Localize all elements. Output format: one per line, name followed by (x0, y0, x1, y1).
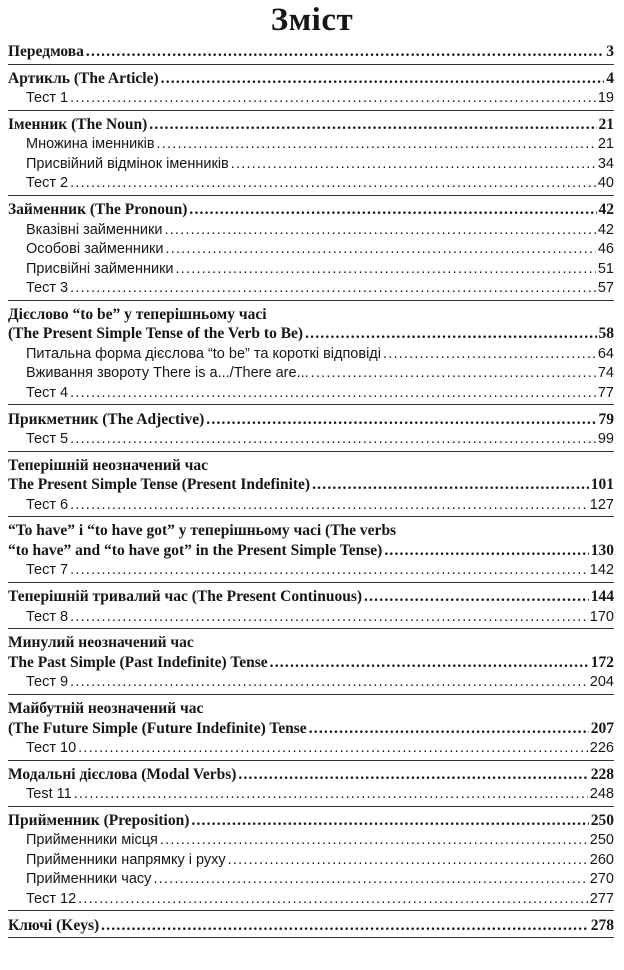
toc-page-number: 226 (589, 740, 614, 756)
section-divider (8, 582, 614, 583)
toc-dot-leader (70, 496, 588, 514)
toc-entry-title: Теперішній тривалий час (The Present Continuous) (8, 588, 363, 606)
toc-page-number: 64 (597, 345, 614, 362)
section-divider (8, 195, 614, 196)
toc-page-number: 204 (589, 674, 614, 691)
toc-dot-leader (311, 364, 596, 382)
toc-page-number: 277 (589, 890, 614, 907)
toc-page-number: 58 (598, 325, 614, 343)
toc-subentry[interactable] (8, 831, 614, 849)
toc-page-number: 248 (589, 786, 614, 803)
toc-subentry[interactable] (8, 221, 614, 239)
toc-entry-title: Прийменники напрямку і руху (26, 851, 226, 868)
section-divider (8, 300, 614, 301)
toc-dot-leader (231, 155, 596, 173)
toc-subentry[interactable] (8, 384, 614, 402)
toc-dot-leader (70, 89, 596, 107)
toc-section-entry[interactable] (8, 306, 614, 324)
toc-dot-leader (305, 325, 596, 343)
toc-section-entry[interactable] (8, 700, 614, 718)
toc-dot-leader (70, 430, 596, 448)
toc-page-number: 127 (589, 496, 614, 513)
toc-page-number: 142 (589, 562, 614, 579)
toc-subentry[interactable] (8, 739, 614, 757)
toc-entry-title: Тест 6 (26, 496, 69, 513)
toc-subentry[interactable] (8, 496, 614, 514)
toc-page-number: 130 (590, 541, 614, 559)
toc-entry-title: Особові займенники (26, 241, 164, 258)
toc-page-number: 278 (590, 916, 614, 934)
toc-section-entry[interactable] (8, 654, 614, 672)
toc-section-entry[interactable] (8, 201, 614, 219)
section-divider (8, 110, 614, 111)
toc-dot-leader (206, 411, 596, 429)
toc-subentry[interactable] (8, 240, 614, 258)
toc-page-number: 19 (597, 90, 614, 107)
toc-page-number: 34 (597, 155, 614, 172)
toc-entry-title: The Present Simple Tense (Present Indefinite) (8, 476, 311, 494)
toc-dot-leader (101, 917, 589, 935)
toc-dot-leader (149, 116, 596, 134)
toc-entry-title: Займенник (The Pronoun) (8, 201, 188, 219)
toc-entry-title: (The Present Simple Tense of the Verb to Be) (8, 325, 304, 343)
toc-entry-title: Майбутній неозначений час (8, 700, 204, 717)
toc-entry-title: Тест 1 (26, 90, 69, 107)
toc-page-number: 42 (598, 201, 614, 219)
toc-entry-title: Ключі (Keys) (8, 916, 100, 934)
toc-page-number: 270 (589, 871, 614, 888)
toc-entry-title: (The Future Simple (Future Indefinite) Tense (8, 719, 307, 737)
toc-section-entry[interactable] (8, 411, 614, 429)
toc-subentry[interactable] (8, 608, 614, 626)
toc-entry-title: Множина іменників (26, 136, 155, 153)
section-divider (8, 910, 614, 911)
toc-dot-leader (74, 785, 588, 803)
toc-dot-leader (164, 221, 595, 239)
toc-entry-title: Прийменник (Preposition) (8, 811, 190, 829)
toc-page-number: 99 (597, 431, 614, 447)
toc-page-number: 170 (589, 608, 614, 625)
section-divider (8, 404, 614, 405)
toc-dot-leader (176, 260, 596, 278)
toc-section-entry[interactable] (8, 812, 614, 830)
section-divider (8, 628, 614, 629)
toc-dot-leader (189, 201, 596, 219)
toc-entry-title: Тест 2 (26, 175, 69, 192)
toc-entry-title: “To have” і “to have got” у теперішньому часі (The verbs (8, 522, 397, 540)
toc-page-number: 21 (597, 136, 614, 153)
toc-dot-leader (191, 812, 588, 830)
toc-dot-leader (160, 831, 588, 849)
toc-dot-leader (70, 608, 588, 626)
toc-dot-leader (364, 588, 589, 606)
toc-entry-title: Тест 12 (26, 890, 77, 907)
toc-entry-title: Test 11 (26, 786, 72, 803)
toc-page-number: 46 (597, 241, 614, 258)
toc-entry-title: Тест 9 (26, 674, 69, 691)
toc-subentry[interactable] (8, 174, 614, 192)
toc-page-number: 4 (606, 69, 614, 87)
toc-subentry[interactable] (8, 135, 614, 153)
toc-entry-title: Вказівні займенники (26, 221, 163, 238)
toc-subentry[interactable] (8, 279, 614, 297)
toc-dot-leader (312, 476, 589, 494)
toc-subentry[interactable] (8, 364, 614, 382)
toc-entry-title: Тест 8 (26, 608, 69, 625)
toc-subentry[interactable] (8, 345, 614, 363)
toc-subentry[interactable] (8, 561, 614, 579)
toc-dot-leader (70, 174, 596, 192)
toc-page-number: 228 (590, 765, 614, 783)
section-divider (8, 760, 614, 761)
toc-entry-title: Тест 3 (26, 280, 69, 297)
toc-subentry[interactable] (8, 673, 614, 691)
toc-entry-title: “to have” and “to have got” in the Present Simple Tense) (8, 541, 383, 559)
toc-dot-leader (383, 345, 596, 363)
toc-page-number: 77 (597, 384, 614, 401)
toc-subentry[interactable] (8, 851, 614, 869)
toc-entry-title: Прийменники місця (26, 832, 158, 849)
toc-entry-title: Присвійний відмінок іменників (26, 155, 229, 172)
toc-subentry[interactable] (8, 430, 614, 448)
toc-dot-leader (70, 279, 596, 297)
toc-page-number: 51 (597, 260, 614, 277)
toc-dot-leader (384, 542, 588, 560)
toc-dot-leader (157, 135, 596, 153)
section-divider (8, 937, 614, 938)
section-divider (8, 451, 614, 452)
toc-page-number: 250 (589, 832, 614, 849)
toc-page-number: 250 (590, 811, 614, 829)
toc-page-number: 21 (598, 115, 614, 133)
toc-entry-title: Прийменники часу (26, 871, 152, 888)
toc-subentry[interactable] (8, 260, 614, 278)
section-divider (8, 806, 614, 807)
toc-section-entry[interactable] (8, 766, 614, 784)
toc-dot-leader (70, 673, 588, 691)
toc-page-number: 260 (589, 851, 614, 868)
section-divider (8, 64, 614, 65)
toc-page-number: 172 (590, 653, 614, 671)
toc-entry-title: Присвійні займенники (26, 260, 174, 277)
toc-section-entry[interactable] (8, 588, 614, 606)
toc-section-entry[interactable] (8, 542, 614, 560)
toc-entry-title: Минулий неозначений час (8, 634, 194, 652)
toc-section-entry[interactable] (8, 43, 614, 61)
toc-page-number: 40 (597, 175, 614, 192)
toc-entry-title: Теперішній неозначений час (8, 456, 209, 474)
section-divider (8, 694, 614, 695)
toc-entry-title: Прикметник (The Adjective) (8, 410, 205, 428)
toc-entry-title: Вживання звороту There is a.../There are... (26, 365, 309, 382)
toc-entry-title: Дієслово “to be” у теперішньому часі (8, 305, 267, 323)
toc-section-entry[interactable] (8, 634, 614, 652)
toc-section-entry[interactable] (8, 457, 614, 475)
page-title: Зміст (270, 2, 354, 38)
toc-dot-leader (238, 766, 588, 784)
toc-page-number: 3 (606, 43, 614, 60)
toc-page-number: 74 (597, 365, 614, 382)
toc-entry-title: Питальна форма дієслова “to be” та короткі відповіді (26, 345, 381, 362)
toc-page-number: 79 (598, 410, 614, 428)
toc-dot-leader (270, 654, 589, 672)
toc-dot-leader (228, 851, 588, 869)
toc-section-entry[interactable] (8, 476, 614, 494)
toc-dot-leader (161, 70, 605, 88)
toc-entry-title: Іменник (The Noun) (8, 115, 148, 133)
toc-page-number: 144 (590, 588, 614, 606)
toc-section-entry[interactable] (8, 116, 614, 134)
toc-section-entry[interactable] (8, 917, 614, 935)
toc-dot-leader (78, 890, 588, 908)
toc-entry-title: Тест 10 (26, 740, 77, 756)
toc-page-number: 57 (597, 280, 614, 297)
toc-entry-title: The Past Simple (Past Indefinite) Tense (8, 653, 268, 671)
toc-dot-leader (70, 561, 588, 579)
toc-page-number: 42 (597, 221, 614, 238)
toc-subentry[interactable] (8, 870, 614, 888)
toc-dot-leader (78, 739, 588, 757)
toc-page-number: 207 (590, 719, 614, 737)
toc-entry-title: Модальні дієслова (Modal Verbs) (8, 765, 237, 783)
toc-page-number: 101 (590, 476, 614, 494)
toc-entry-title: Тест 5 (26, 431, 69, 447)
toc-dot-leader (86, 43, 604, 61)
toc-dot-leader (309, 720, 589, 738)
toc-entry-title: Артикль (The Article) (8, 69, 159, 87)
toc-subentry[interactable] (8, 785, 614, 803)
section-divider (8, 516, 614, 517)
toc-dot-leader (153, 870, 587, 888)
toc-subentry[interactable] (8, 890, 614, 908)
toc-subentry[interactable] (8, 89, 614, 107)
toc-dot-leader (165, 240, 595, 258)
toc-section-entry[interactable] (8, 325, 614, 343)
toc-dot-leader (70, 384, 596, 402)
toc-subentry[interactable] (8, 155, 614, 173)
toc-section-entry[interactable] (8, 70, 614, 88)
toc-entry-title: Тест 7 (26, 562, 69, 579)
toc-entry-title: Тест 4 (26, 384, 69, 401)
toc-entry-title: Передмова (8, 43, 84, 60)
toc-section-entry[interactable] (8, 522, 614, 540)
toc-section-entry[interactable] (8, 720, 614, 738)
